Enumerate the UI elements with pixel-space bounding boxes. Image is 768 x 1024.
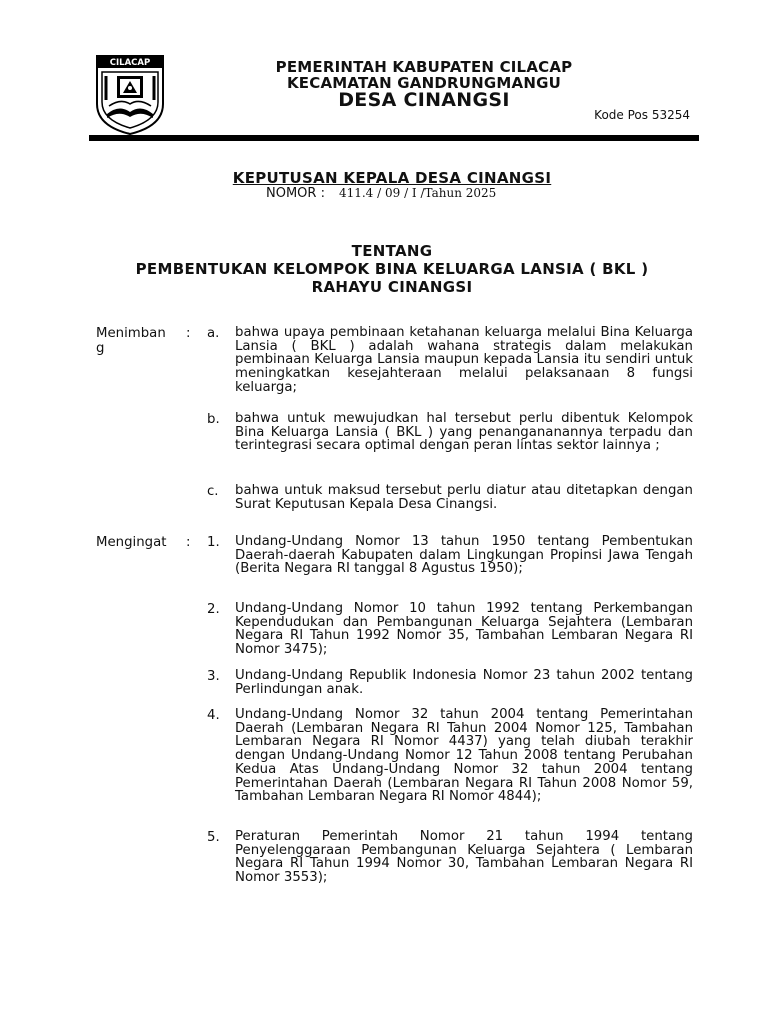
letterhead-divider	[89, 135, 699, 141]
list-item-text: Peraturan Pemerintah Nomor 21 tahun 1994 tentang Penyelenggaraan Pembangunan Keluarga Sejahtera ( Lembaran Negara RI Tahun 1994 Nomor 30, Tambahan Lembaran Negara RI Nomor 3553);	[235, 829, 693, 886]
section-label-mengingat: Mengingat	[96, 535, 167, 550]
section-colon: :	[186, 535, 191, 550]
list-item-text: Undang-Undang Nomor 32 tahun 2004 tentang Pemerintahan Daerah (Lembaran Negara RI Tahun 2004 Nomor 125, Tambahan Lembaran Negara RI Nomor 4437) yang telah diubah terakhir dengan Undang-Undang Nomor 12 Tahun 2008 tentang Perubahan Kedua Atas Undang-Undang Nomor 32 tahun 2004 tentang Pemerintahan Daerah (Lembaran Negara RI Tahun 2008 Nomor 59, Tambahan Lembaran Negara RI Nomor 4844);	[235, 707, 693, 805]
list-item-text: Undang-Undang Nomor 13 tahun 1950 tentang Pembentukan Daerah-daerah Kabupaten dalam Lingkungan Propinsi Jawa Tengah (Berita Negara RI tanggal 8 Agustus 1950);	[235, 534, 693, 577]
list-marker: a.	[207, 326, 220, 341]
section-label-menimbang: Menimbang	[96, 326, 166, 356]
postal-code: Kode Pos 53254	[594, 108, 690, 122]
decree-title: KEPUTUSAN KEPALA DESA CINANGSI	[232, 169, 552, 187]
decree-number-label: NOMOR :	[266, 186, 325, 201]
cilacap-regency-emblem	[93, 54, 167, 136]
decree-number-value: 411.4 / 09 / I /Tahun 2025	[338, 186, 497, 200]
list-item-text: Undang-Undang Republik Indonesia Nomor 23 tahun 2002 tentang Perlindungan anak.	[235, 668, 693, 697]
list-marker: 2.	[207, 602, 220, 617]
list-marker: b.	[207, 412, 220, 427]
list-marker: c.	[207, 484, 219, 499]
about-heading: TENTANG	[351, 242, 433, 260]
decree-subject-line2: RAHAYU CINANGSI	[311, 278, 473, 296]
letterhead-village: DESA CINANGSI	[338, 89, 510, 111]
section-colon: :	[186, 326, 191, 341]
decree-subject-line1: PEMBENTUKAN KELOMPOK BINA KELUARGA LANSIA ( BKL )	[135, 260, 649, 278]
letterhead-district: KECAMATAN GANDRUNGMANGU	[286, 74, 561, 92]
list-item-text: bahwa upaya pembinaan ketahanan keluarga melalui Bina Keluarga Lansia ( BKL ) adalah wahana strategis dalam melakukan pembinaan Keluarga Lansia maupun kepada Lansia itu sendiri untuk meningkatkan kesejahteraan melalui pelaksanaan 8 fungsi keluarga;	[235, 325, 693, 395]
list-item-text: bahwa untuk mewujudkan hal tersebut perlu dibentuk Kelompok Bina Keluarga Lansia ( BKL ) yang penangananannya terpadu dan terintegrasi secara optimal dengan peran lintas sektor lainnya ;	[235, 411, 693, 454]
list-marker: 4.	[207, 708, 220, 723]
list-marker: 3.	[207, 669, 220, 684]
list-item-text: bahwa untuk maksud tersebut perlu diatur atau ditetapkan dengan Surat Keputusan Kepala Desa Cinangsi.	[235, 483, 693, 512]
list-item-text: Undang-Undang Nomor 10 tahun 1992 tentang Perkembangan Kependudukan dan Pembangunan Keluarga Sejahtera (Lembaran Negara RI Tahun 1992 Nomor 35, Tambahan Lembaran Negara RI Nomor 3475);	[235, 601, 693, 658]
list-marker: 1.	[207, 535, 220, 550]
emblem-text: CILACAP	[109, 58, 151, 68]
decree-number	[266, 186, 496, 201]
list-marker: 5.	[207, 830, 220, 845]
letterhead-government: PEMERINTAH KABUPATEN CILACAP	[275, 58, 573, 76]
